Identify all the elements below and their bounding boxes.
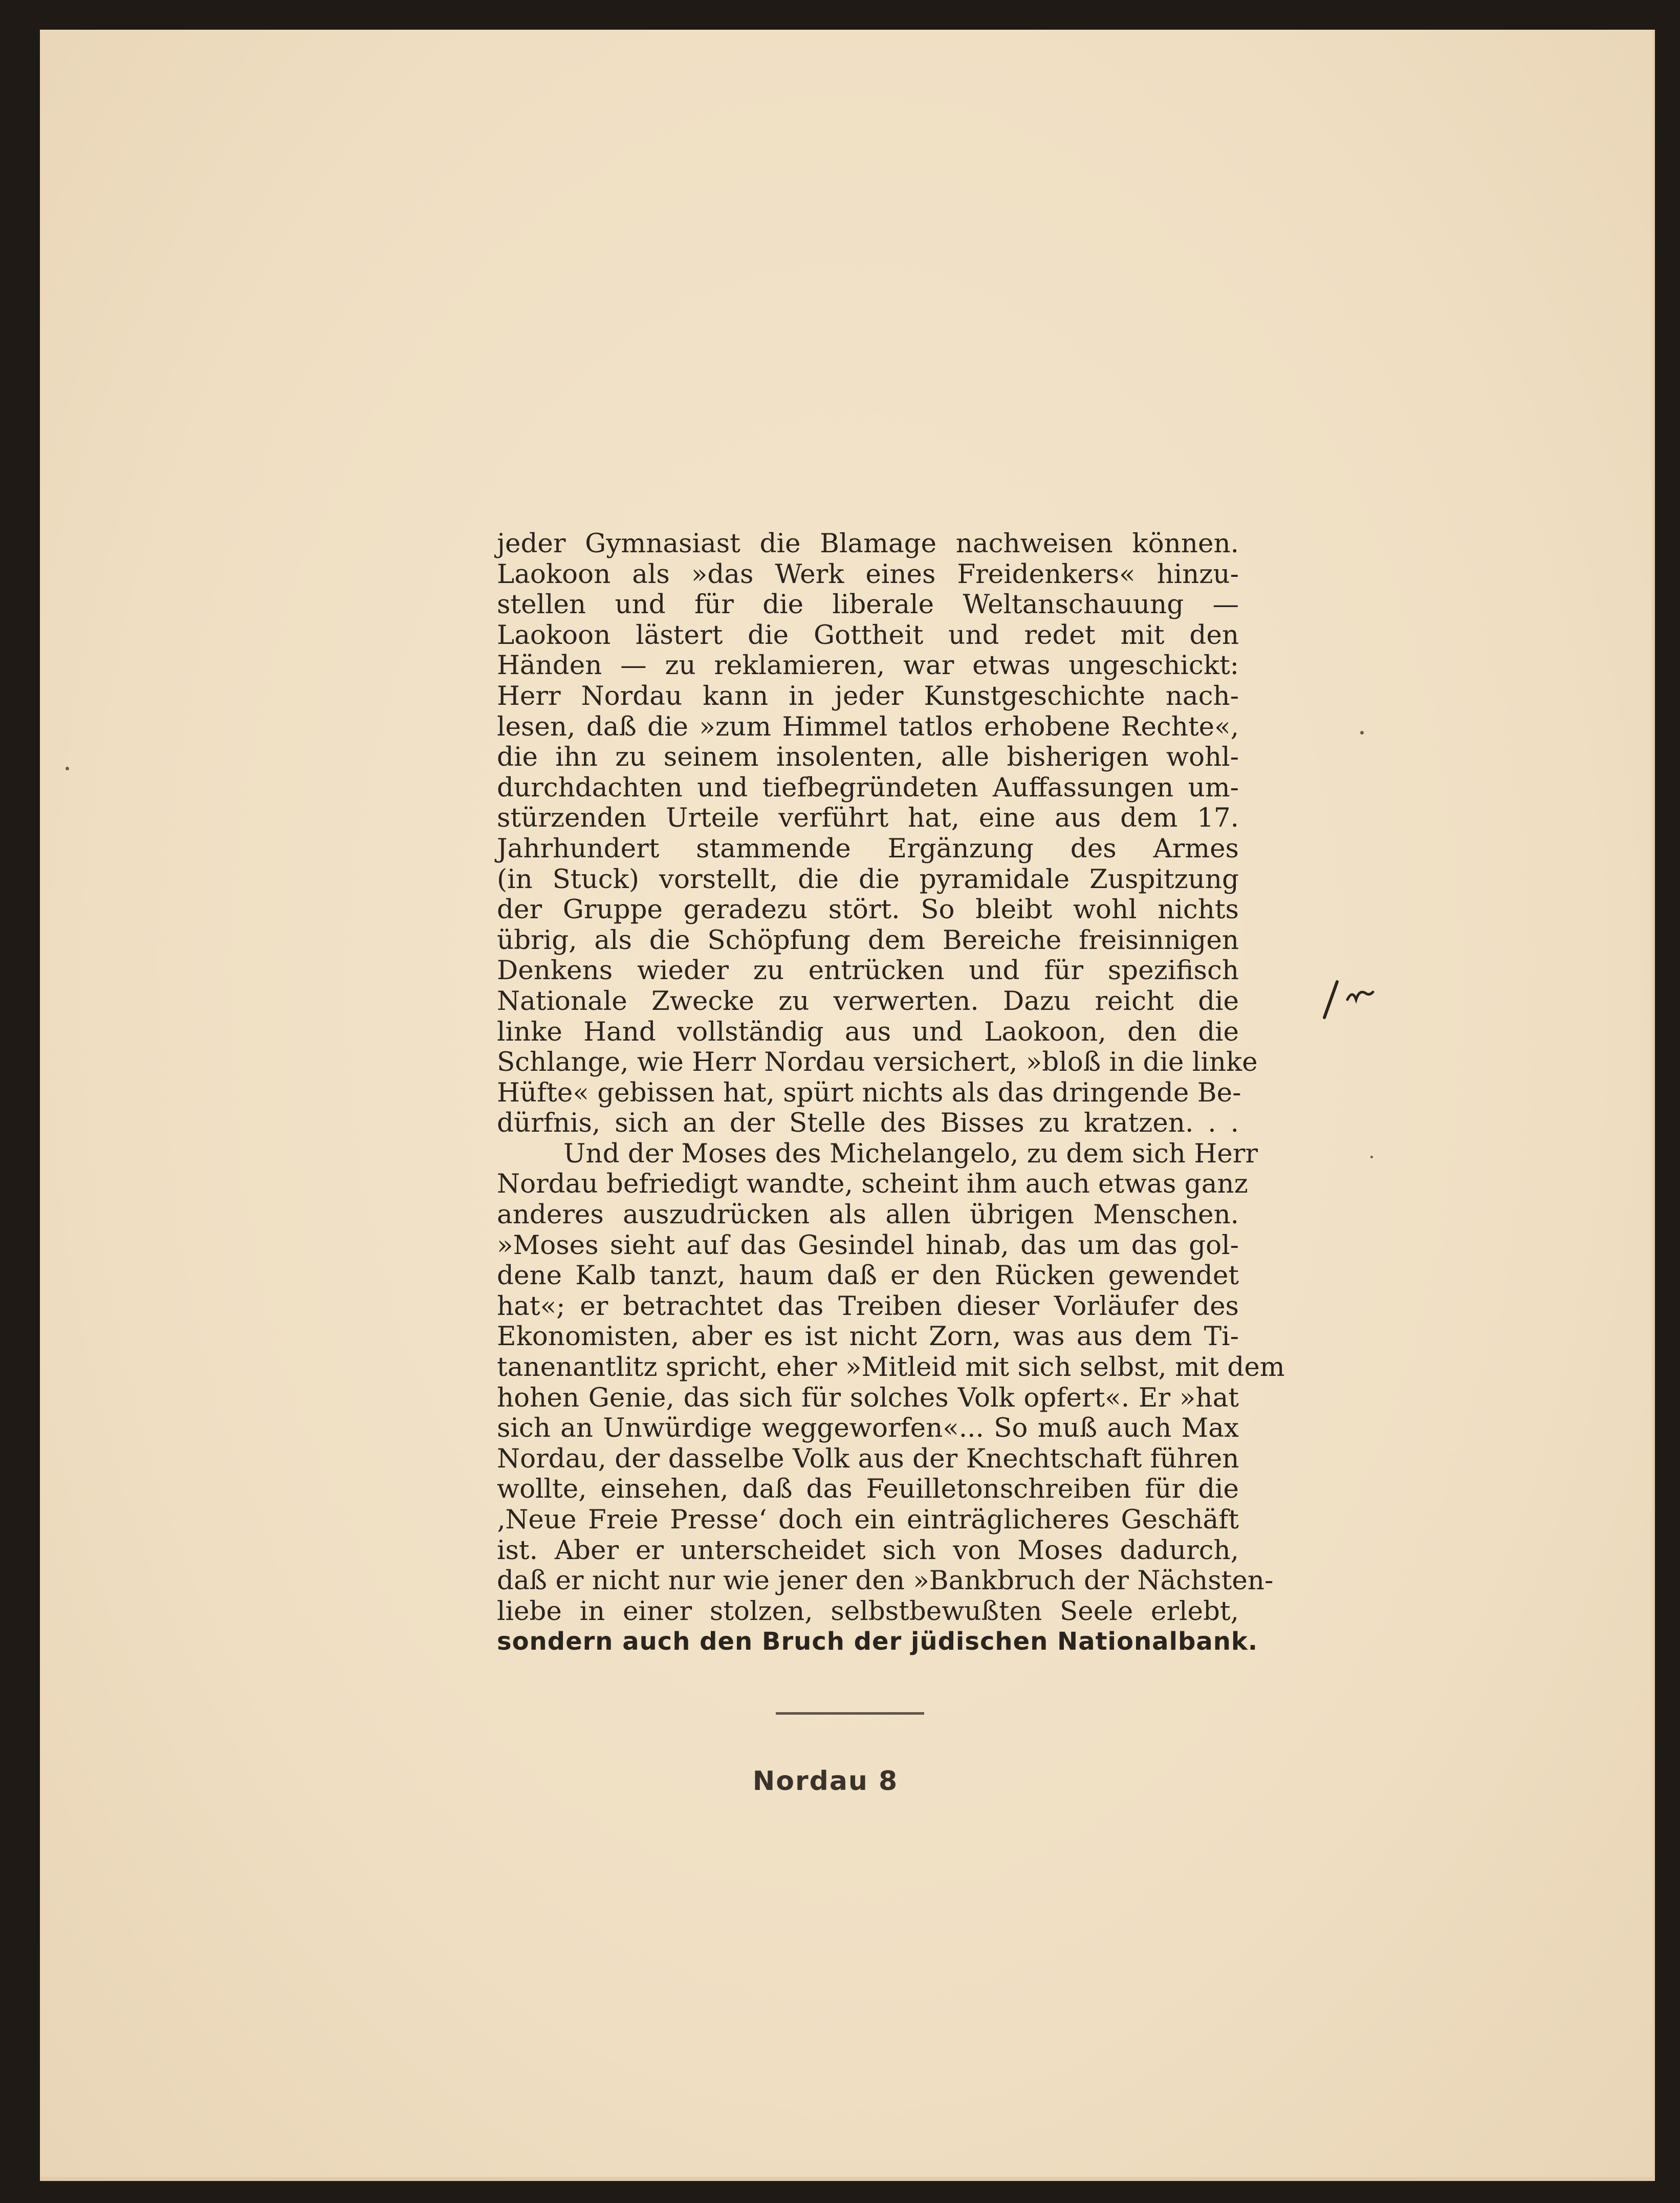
text-line: Händen — zu reklamieren, war etwas ungeschickt: — [497, 650, 1239, 681]
text-line: stellen und für die liberale Weltanschauung — — [497, 589, 1239, 620]
text-line: linke Hand vollständig aus und Laokoon, den die — [497, 1016, 1239, 1047]
separator-rule — [776, 1712, 924, 1715]
text-line: übrig, als die Schöpfung dem Bereiche freisinnigen — [497, 924, 1239, 956]
paper-speck — [1360, 731, 1364, 735]
text-line: Herr Nordau kann in jeder Kunstgeschichte nach- — [497, 680, 1239, 711]
text-line: Laokoon lästert die Gottheit und redet mit den — [497, 619, 1239, 651]
text-line: lesen, daß die »zum Himmel tatlos erhobene Rechte«, — [497, 711, 1239, 742]
text-line: ist. Aber er unterscheidet sich von Moses dadurch, — [497, 1535, 1239, 1566]
text-line: Nationale Zwecke zu verwerten. Dazu reicht die — [497, 985, 1239, 1017]
text-line: ‚Neue Freie Presse‘ doch ein einträglicheres Geschäft — [497, 1504, 1239, 1535]
text-line: anderes auszudrücken als allen übrigen Menschen. — [497, 1199, 1239, 1230]
body-text — [497, 528, 1285, 1657]
text-line: hat«; er betrachtet das Treiben dieser Vorläufer des — [497, 1290, 1239, 1322]
text-line: Laokoon als »das Werk eines Freidenkers« hinzu- — [497, 558, 1239, 590]
text-line: Ekonomisten, aber es ist nicht Zorn, was aus dem Ti- — [497, 1321, 1239, 1352]
text-line: Nordau, der dasselbe Volk aus der Knechtschaft führen — [497, 1443, 1239, 1474]
text-line: der Gruppe geradezu stört. So bleibt wohl nichts — [497, 894, 1239, 925]
text-line: Schlange, wie Herr Nordau versichert, »bloß in die linke — [497, 1047, 1258, 1078]
text-line: hohen Genie, das sich für solches Volk opfert«. Er »hat — [497, 1382, 1239, 1413]
text-line: wollte, einsehen, daß das Feuilletonschreiben für die — [497, 1474, 1239, 1505]
text-line: Denkens wieder zu entrücken und für spezifisch — [497, 955, 1239, 986]
text-line: Hüfte« gebissen hat, spürt nichts als das dringende Be- — [497, 1077, 1241, 1108]
text-line: Nordau befriedigt wandte, scheint ihm auch etwas ganz — [497, 1169, 1248, 1200]
paper-speck — [66, 767, 69, 770]
text-line: jeder Gymnasiast die Blamage nachweisen können. — [497, 528, 1239, 559]
text-line: »Moses sieht auf das Gesindel hinab, das um das gol- — [497, 1229, 1239, 1261]
text-line: die ihn zu seinem insolenten, alle bisherigen wohl- — [497, 742, 1239, 773]
paper-sheet — [40, 30, 1655, 2181]
text-line: sondern auch den Bruch der jüdischen Nationalbank. — [497, 1627, 1258, 1656]
text-line: durchdachten und tiefbegründeten Auffassungen um- — [497, 772, 1239, 803]
text-line: dene Kalb tanzt, haum daß er den Rücken gewendet — [497, 1260, 1239, 1291]
text-line: liebe in einer stolzen, selbstbewußten Seele erlebt, — [497, 1595, 1239, 1627]
text-line: dürfnis, sich an der Stelle des Bisses zu kratzen. . . — [497, 1108, 1239, 1139]
text-line: Jahrhundert stammende Ergänzung des Armes — [497, 833, 1239, 864]
text-line: stürzenden Urteile verführt hat, eine aus dem 17. — [497, 803, 1239, 834]
text-line: daß er nicht nur wie jener den »Bankbruch der Nächsten- — [497, 1565, 1274, 1596]
footer-label: Nordau 8 — [752, 1766, 899, 1797]
text-line: (in Stuck) vorstellt, die die pyramidale Zuspitzung — [497, 863, 1239, 895]
paper-speck — [1370, 1156, 1373, 1158]
text-line: sich an Unwürdige weggeworfen«... So muß auch Max — [497, 1413, 1239, 1444]
text-line: Und der Moses des Michelangelo, zu dem sich Herr — [563, 1138, 1258, 1169]
text-line: tanenantlitz spricht, eher »Mitleid mit sich selbst, mit dem — [497, 1352, 1285, 1383]
handwritten-mark-icon — [1309, 971, 1401, 1028]
